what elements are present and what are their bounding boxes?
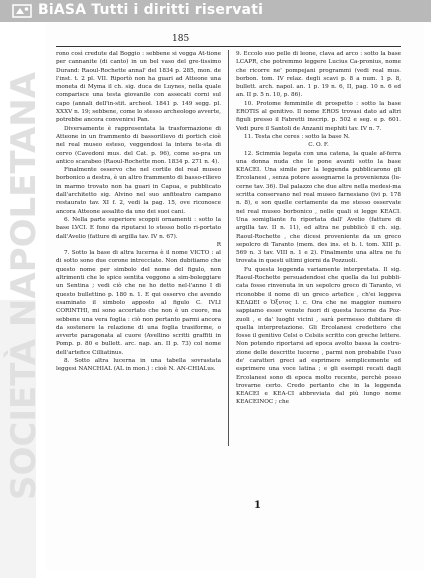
left-section-mark: R [216, 241, 221, 248]
right-column [236, 50, 401, 407]
right-paragraph: 9. Eccolo suo pelle di leone, clava ad arco : sotto la base LCAPR, che potremmo leggere Lucius Ca-pronius, nome che ricorre ne' pompejani programmi (vedi real mus. borbon. tom. IV relaz. degli scavi p. 8 a num. 1 p. 8, bullett. arch. napol. an. 1 p. 19 n. 6, II, pag. 10 n. 6 ed an. II p. 5 n. 10, p. 86). [236, 51, 401, 99]
left-paragraph: 7. Sotto la base di altra lucerna è il nome VICTO : al di sotto sono due corone intrecciate. Non dubitiamo che questo nome per simbolo del nome del figulo, non altrimenti che le spice sentita veggono a sim-boleggiare un Sentina ; vedi ciò che ne ho detto nel-l'anno I di questo bullettino p. 180 n. 1. E qui osservo che avendo esaminato il simbolo apposto al figulo C. IVLI CORINTHI, mi sono accertato che non è un cuore, ma sebbene una vera foglia : ciò non pertanto parmi ancora da sostenere la relazione di una foglia trasiforme, o avverte paragonata al cuore (Avellino scritti graffiti in Pomp. p. 80 e bullett. arc. nap. an. II p. 73) col nome dell'artefice Cilliatinus. [56, 250, 221, 356]
left-paragraph: rono così credute dal Boggio : sebbene si vegga At-tione per cannanite (di canto) in un bel vaso del gre-tissimo Durand: Raoul-Rochette annal' del 1834 p. 285, mon. de l'inst. t. 2 pl. VII. Riportò non ha guari ad Atteone una moneta di Myma il ch. sig. duca de Luynes, nella quale comparisce una testa giovanile con assecati corni sul capo (annali dell'in-stit. archeol. 1841 p. 149 segg. pl. XXXV n. 19; sebbene, come lo stesso archeologo avverte, potrebbe ancora convenirsi Pan. [56, 51, 221, 124]
left-column [56, 50, 221, 374]
archive-banner [0, 0, 431, 22]
watermark-line: SOCIETÀ NAPOLETANA [4, 71, 44, 500]
footer-mark: 1 [254, 500, 261, 511]
biasa-logo-icon [12, 3, 32, 19]
left-paragraph: Finalmente osservo che nel cortile del real museo borbonico a destra, è un altro frammento di basso-rilievo in marmo trovato non ha guari in Capua, e pubblicato dall'architetto sig. Alvino nel suo anfiteatro campano restaurato tav. XI f. 2, vedi la pag. 15, ove riconosce ancora Atteone assalito da uno dei suoi cani. [56, 167, 221, 215]
right-inscription-heading: C. O. F. [308, 142, 329, 149]
right-paragraph: 10. Protome femminile di prospetto : sotto la base EROTIS al genitivo. Il nome EROS trovasi dato ad altri figuli presso il Fabretti inscrip. p. 502 e seg. e p. 601. Vedi pure il Santoli de Anzanii mephiti tav. IV n. 7. [236, 100, 401, 132]
header-rule [56, 46, 401, 47]
column-divider [228, 50, 229, 446]
left-paragraph: 6. Nella parte superiore scoppii ornamenti : sotto la base LVCI. E fono da riputarsi lo stesso bollo ri-portato dall'Avelio (fatture di argilla tav. IV n. 67). [56, 216, 221, 240]
right-paragraph: Fu questa leggenda variamente interpretata. Il sig. Raoul-Rochette persuadendosi che quella da lui pubbli-cata fosse rinvenuta in un sepolcro greco di Taranto, vi riconobbe il nome di un greco artefice , ch'ei leggeva KEΛΩΕΙ o Ὀξυτος l. c. Ora che ne maggior numero sappiamo esser venute fuori di questa lucerne da Poz-zuoli , e da' luoghi vicini , sarà permesso dubitare di quella interpretazione. Gli Ercolanesi credettero che fosse il genitivo Celsi o Celsiis scritto con greche lettere. Non potendo riportarsi ad epoca avolto bassa la costru-zione delle descritte lucerne , parmi non probabile l'uso de' caratteri greci ad esprimere semplicemente ed esprimere una voce latina ; e gli esempii recati dagli Ercolanesi sono di epoca molto recente, perchè posso trovarne certo. Credo pertanto che in la leggenda KEACEI e KEA-CI abbreviata dal più lungo nome KEACEINOC ; che [236, 266, 401, 406]
page-number: 185 [172, 34, 190, 44]
banner-text: BiASA Tutti i diritti riservati [38, 2, 264, 18]
left-paragraph: 8. Sotto altra lucerna in una tabella sovrastata leggesi NANCHIAL (AL in mon.) : cioè N. AN-CHIALus. [56, 357, 221, 373]
left-paragraph: Diversamente è rappresentata la trasformazione di Atteone in un frammento di bassorilievo di portich cioè nel real museo esteso, veggendosi la intera te-sta di cervo (Cavedoni mus. del Cat. p. 96), come so-pra un antico scarabeo (Raoul-Rochette mon. 1834 p. 271 n. 4). [56, 125, 221, 165]
right-paragraph: 12. Scimmia legata con una catena, la quale af-ferra una donna nuda che le pone avanti sotto la base KEACEI. Una simile per la leggenda pubblicarono gli Ercolanesi , senza potere assegnarne la provenienza (lu-cerne tav. 36). Dal palazzo che due altre nella medesi-ma scritta conservano nel real museo farnesiano (ivi p. 178 n. 8), e son quelle certamente da me stesso osservate nel real museo borbonico , nelle quali si legge KEACI. Una somigliante fu riportata dall' Avelio (fatture di argilla tav. II n. 11), ed altra ne pubblicò il ch. sig. Raoul-Rochette , che dicesi proveniente da un greco sepolcro di Taranto (mem. des ins. et b. l. tom. XIII p. 569 n. 3 tav. VIII n. 1 e 2). Finalmente una altra ne fu trovata in questi ultimi giorni da Pozzuoli. [236, 150, 402, 265]
right-paragraph: 11. Testa che ceres : sotto la base N. [244, 133, 350, 140]
